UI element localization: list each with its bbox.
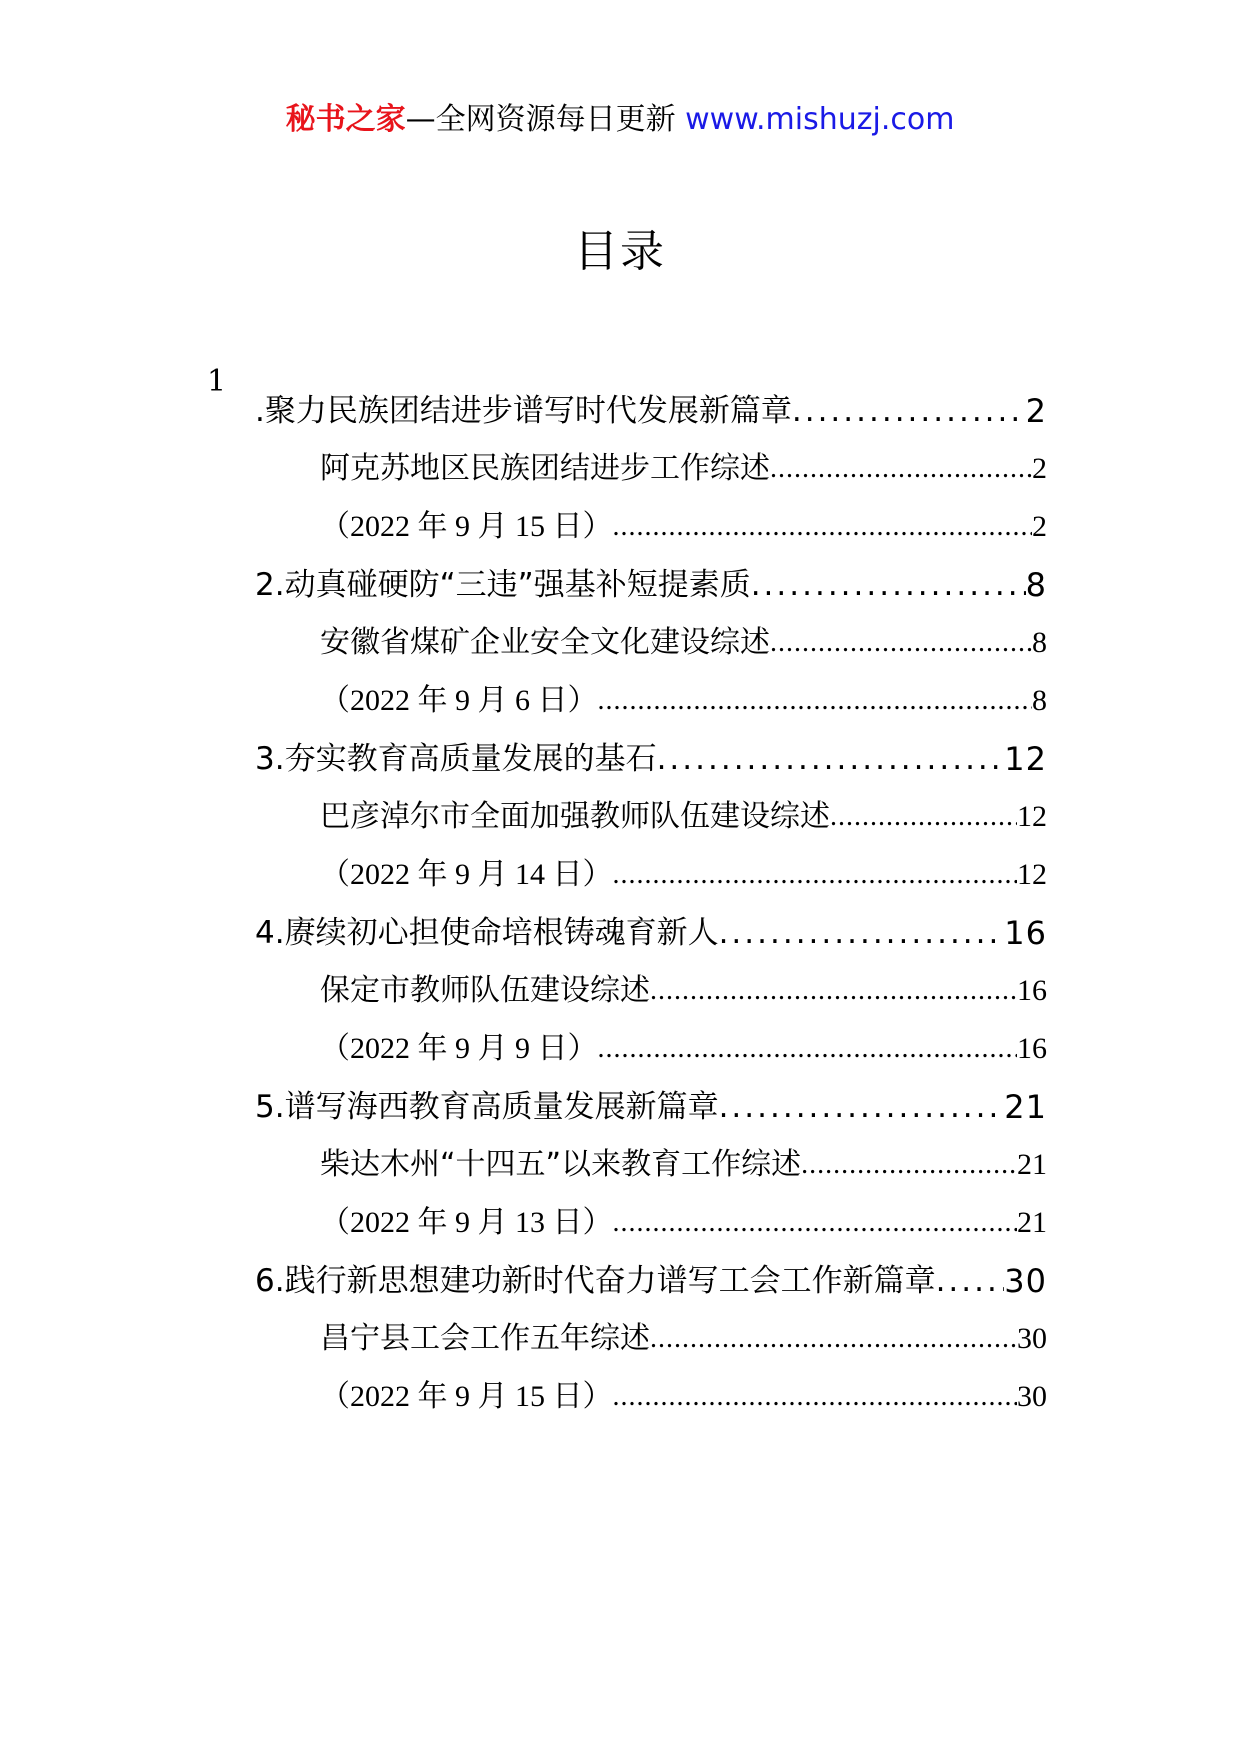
toc-leader-dots [613,1375,1018,1419]
toc-subentry-page: 21 [1017,1148,1047,1181]
toc-leader-dots [598,679,1033,723]
toc-date-text: （2022 年 9 月 13 日） [320,1206,613,1239]
toc-subentry-page: 16 [1017,974,1047,1007]
toc-subentry[interactable] [320,1137,1047,1187]
toc-subentry[interactable] [320,1311,1047,1361]
toc-entry-page: 30 [1004,1262,1047,1300]
toc-date-entry[interactable] [320,847,1047,897]
toc-entry-title: 5.谱写海西教育高质量发展新篇章 [255,1089,719,1125]
toc-date-page: 21 [1017,1206,1047,1239]
toc-date-entry[interactable] [320,673,1047,723]
toc-leader-dots [830,795,1017,839]
toc-date-entry[interactable] [320,1021,1047,1071]
toc-entry[interactable] [255,383,1047,433]
toc-entry[interactable] [255,731,1047,781]
toc-leader-dots [719,1085,1005,1129]
toc-entry[interactable] [255,1079,1047,1129]
toc-entry[interactable] [255,557,1047,607]
toc-leader-dots [598,1027,1018,1071]
toc-leader-dots [936,1259,1005,1303]
toc-entry-title: 6.践行新思想建功新时代奋力谱写工会工作新篇章 [255,1263,936,1299]
toc-date-page: 16 [1017,1032,1047,1065]
toc-entry-title: 3.夯实教育高质量发展的基石 [255,741,657,777]
toc-subentry-title: 阿克苏地区民族团结进步工作综述 [320,451,770,486]
toc-date-page: 2 [1032,510,1047,543]
toc-subentry-title: 巴彦淖尔市全面加强教师队伍建设综述 [320,799,830,834]
toc-leader-dots [650,1317,1017,1361]
toc-entry-page: 12 [1004,740,1047,778]
toc-subentry-title: 柴达木州“十四五”以来教育工作综述 [320,1147,802,1182]
toc-leader-dots [613,853,1018,897]
toc-date-text: （2022 年 9 月 6 日） [320,684,598,717]
toc-date-page: 12 [1017,858,1047,891]
toc-leader-dots [613,505,1033,549]
site-header [0,100,1240,140]
toc-entry-title: 4.赓续初心担使命培根铸魂育新人 [255,915,719,951]
toc-subentry-title: 安徽省煤矿企业安全文化建设综述 [320,625,770,660]
toc-leader-dots [719,911,1005,955]
toc-subentry-title: 保定市教师队伍建设综述 [320,973,650,1008]
toc-leader-dots [650,969,1017,1013]
header-tagline: —全网资源每日更新 [405,102,686,137]
toc-date-text: （2022 年 9 月 15 日） [320,1380,613,1413]
toc-entry-title: .聚力民族团结进步谱写时代发展新篇章 [255,393,792,429]
toc-date-entry[interactable] [320,499,1047,549]
toc-date-text: （2022 年 9 月 9 日） [320,1032,598,1065]
toc-subentry-page: 2 [1032,452,1047,485]
page-mark: 1 [207,364,227,399]
toc-entry[interactable] [255,1253,1047,1303]
toc-date-page: 8 [1032,684,1047,717]
toc-entry[interactable] [255,905,1047,955]
toc-leader-dots [770,447,1032,491]
toc-subentry[interactable] [320,789,1047,839]
brand-name: 秘书之家 [285,102,406,137]
site-url-link[interactable]: www.mishuzj.com [685,102,955,137]
toc-subentry[interactable] [320,441,1047,491]
toc-date-entry[interactable] [320,1195,1047,1245]
toc-date-text: （2022 年 9 月 15 日） [320,510,613,543]
toc-entry-page: 21 [1004,1088,1047,1126]
toc-date-text: （2022 年 9 月 14 日） [320,858,613,891]
toc-leader-dots [751,563,1026,607]
page-title: 目录 [574,226,666,277]
toc-leader-dots [792,389,1026,433]
toc-entry-page: 8 [1025,566,1047,604]
toc-entry-page: 16 [1004,914,1047,952]
toc-entry-title: 2.动真碰硬防“三违”强基补短提素质 [255,567,751,603]
toc-leader-dots [613,1201,1018,1245]
toc-leader-dots [657,737,1005,781]
toc-subentry-page: 12 [1017,800,1047,833]
toc-subentry-page: 30 [1017,1322,1047,1355]
toc-date-entry[interactable] [320,1369,1047,1419]
toc-subentry-page: 8 [1032,626,1047,659]
toc-subentry[interactable] [320,615,1047,665]
toc-entry-page: 2 [1025,392,1047,430]
toc-subentry[interactable] [320,963,1047,1013]
toc-date-page: 30 [1017,1380,1047,1413]
toc-subentry-title: 昌宁县工会工作五年综述 [320,1321,650,1356]
toc-leader-dots [801,1143,1017,1187]
toc-leader-dots [770,621,1032,665]
